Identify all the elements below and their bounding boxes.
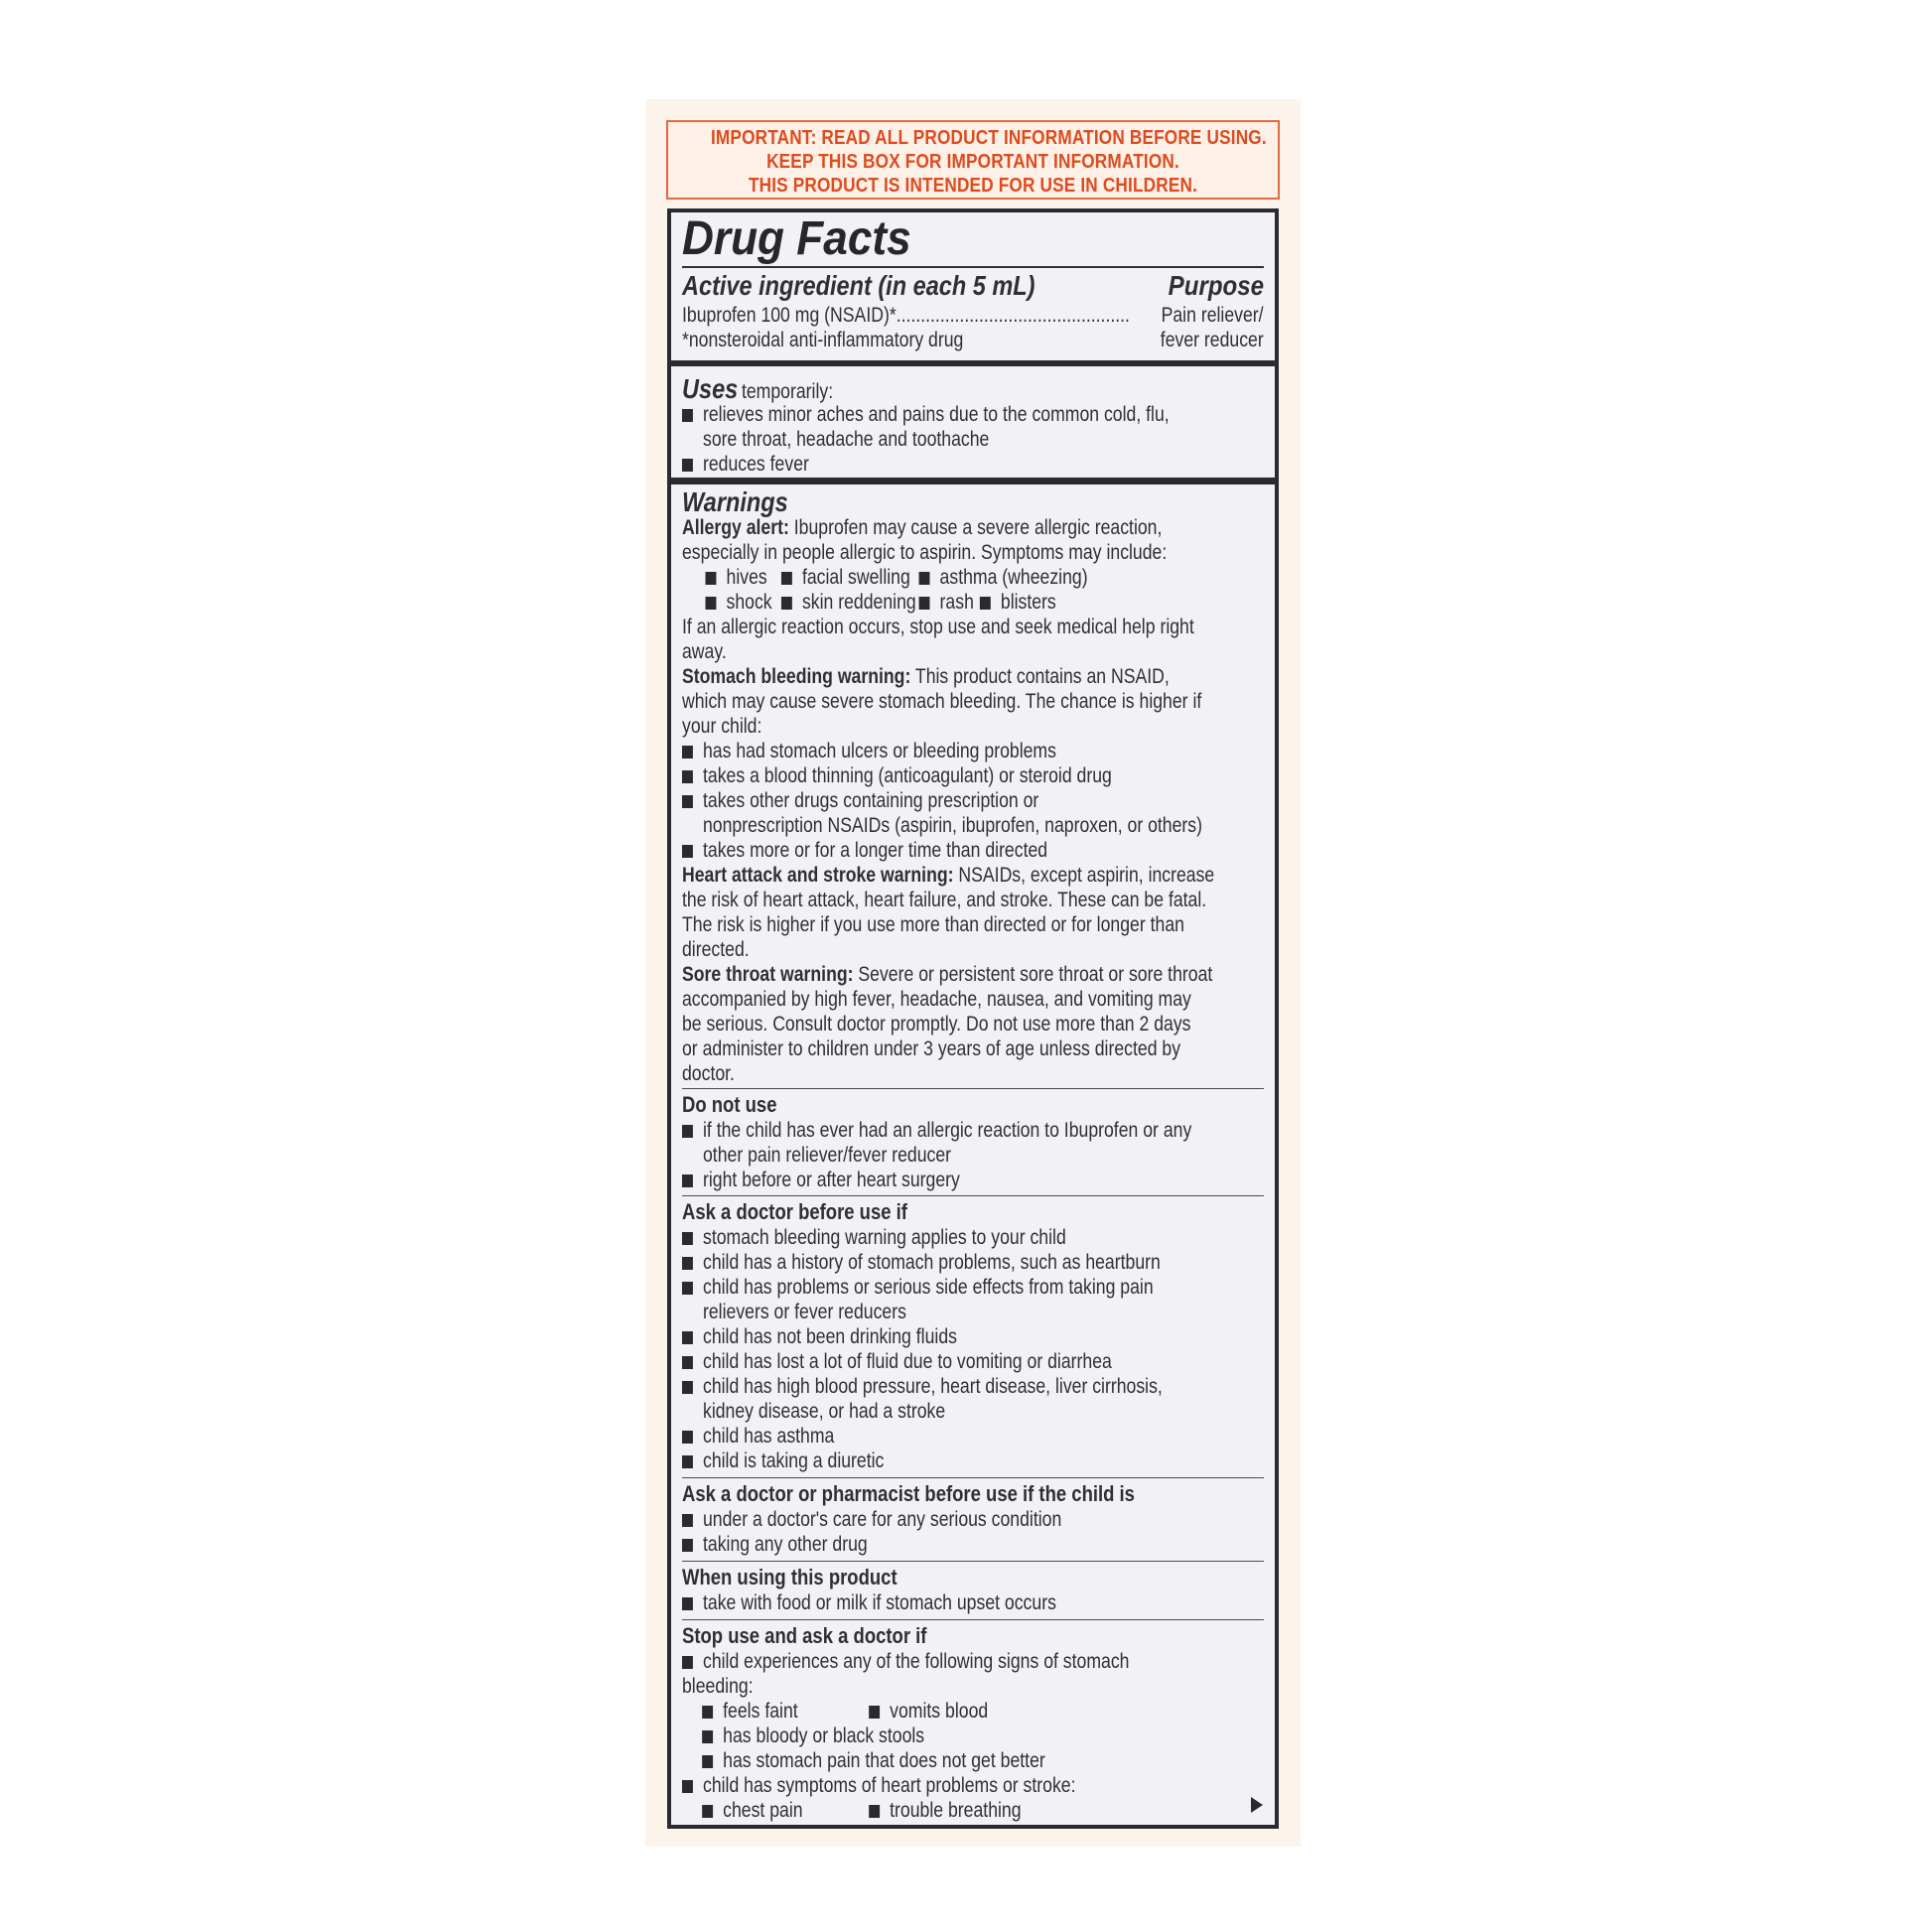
bullet-icon [682,1539,693,1552]
sore-throat-text-5: doctor. [682,1062,735,1085]
allergy-alert-text: Ibuprofen may cause a severe allergic reaction, [788,516,1163,539]
important-line-1: IMPORTANT: READ ALL PRODUCT INFORMATION BEFORE USING. [710,127,1267,149]
list-item: has had stomach ulcers or bleeding problems [682,739,1171,763]
sign: vomits blood [890,1700,989,1723]
stomach-warning-text: This product contains an NSAID, [910,665,1170,688]
warnings-box [667,481,1279,1829]
list-item: child has not been drinking fluids [682,1324,1171,1349]
sore-throat-text-2: accompanied by high fever, headache, nausea, and vomiting may [682,988,1191,1011]
bullet-icon [682,1232,693,1245]
uses-intro: temporarily: [741,380,834,403]
list-item: takes other drugs containing prescription or [682,788,1171,813]
list-item-continued: sore throat, headache and toothache [703,428,990,451]
list-item: reduces fever [682,452,1171,477]
symptom: rash [939,591,974,614]
list-item: stomach bleeding warning applies to your child [682,1225,1171,1250]
divider [682,1561,1264,1562]
bullet-icon [682,1656,693,1669]
do-not-use-heading: Do not use [682,1092,777,1117]
ingredient-name: Ibuprofen 100 mg (NSAID)* [682,304,897,327]
bullet-icon [682,1125,693,1138]
drug-facts-title: Drug Facts [682,212,911,265]
list-item-continued: other pain reliever/fever reducer [703,1144,952,1167]
list-item: child has a history of stomach problems, such as heartburn [682,1250,1171,1275]
list-item: child has asthma [682,1424,1171,1449]
list-item: right before or after heart surgery [682,1168,1171,1192]
list-item: has bloody or black stools [682,1724,1171,1748]
heart-warning-text-3: The risk is higher if you use more than directed or for longer than [682,913,1184,936]
ingredient-footnote: *nonsteroidal anti-inflammatory drug [682,329,964,351]
heart-warning-text-4: directed. [682,938,750,961]
purpose-line-2: fever reducer [1161,329,1264,351]
divider [682,1477,1264,1478]
list-item-continued: nonprescription NSAIDs (aspirin, ibuprofen, naproxen, or others) [703,814,1203,837]
purpose-line-1: Pain reliever/ [1162,304,1264,327]
leader-dots: ................................................ [896,304,1130,327]
uses-box [667,364,1279,482]
bullet-icon [682,409,693,422]
bullet-icon [682,1174,693,1187]
bullet-icon [682,1780,693,1793]
allergy-alert-text-2: especially in people allergic to aspirin. Symptoms may include: [682,541,1168,564]
symptom: shock [726,591,772,614]
list-item: relieves minor aches and pains due to the common cold, flu, [682,402,1171,427]
bullet-icon [682,1431,693,1444]
heart-warning-text-2: the risk of heart attack, heart failure, and stroke. These can be fatal. [682,889,1207,911]
bullet-icon [682,1356,693,1369]
bullet-icon [682,1257,693,1270]
symptom: asthma (wheezing) [939,566,1088,589]
list-item: take with food or milk if stomach upset occurs [682,1590,1171,1615]
ask-doctor-heading: Ask a doctor before use if [682,1199,907,1224]
list-item: takes a blood thinning (anticoagulant) or steroid drug [682,763,1171,788]
list-item: child has high blood pressure, heart disease, liver cirrhosis, [682,1374,1171,1399]
stomach-warning-label: Stomach bleeding warning: [682,665,911,688]
divider [682,1088,1264,1089]
warnings-heading: Warnings [682,486,788,517]
divider [682,1619,1264,1620]
bullet-icon [682,1455,693,1468]
continue-arrow-icon [1251,1797,1263,1813]
sign: chest pain [723,1799,803,1822]
list-item-continued: bleeding: [682,1675,754,1698]
list-item: child has problems or serious side effects from taking pain [682,1275,1171,1300]
important-notice [666,120,1280,200]
uses-heading: Uses [682,373,739,404]
sore-throat-label: Sore throat warning: [682,963,854,986]
list-item: takes more or for a longer time than directed [682,838,1171,863]
list-item: if the child has ever had an allergic reaction to Ibuprofen or any [682,1118,1171,1143]
important-line-3: THIS PRODUCT IS INTENDED FOR USE IN CHILDREN. [748,175,1198,197]
bullet-icon [682,459,693,472]
ask-pharmacist-heading: Ask a doctor or pharmacist before use if the child is [682,1481,1135,1506]
bullet-icon [682,1514,693,1527]
divider [682,1195,1264,1196]
list-item: under a doctor's care for any serious condition [682,1507,1171,1532]
bullet-icon [682,746,693,759]
symptom: facial swelling [801,566,910,589]
symptom-row-2 [682,590,1171,615]
heart-warning-label: Heart attack and stroke warning: [682,864,954,887]
symptom: blisters [1000,591,1056,614]
sore-throat-text-3: be serious. Consult doctor promptly. Do not use more than 2 days [682,1013,1191,1035]
important-line-2: KEEP THIS BOX FOR IMPORTANT INFORMATION. [766,151,1179,173]
bullet-icon [682,1381,693,1394]
list-item: has stomach pain that does not get better [682,1748,1171,1773]
sign-row [682,1699,1171,1724]
active-ingredient-heading: Active ingredient (in each 5 mL) [682,270,1035,301]
allergy-after-2: away. [682,640,727,663]
sore-throat-text-4: or administer to children under 3 years of age unless directed by [682,1037,1181,1060]
bullet-icon [682,1282,693,1295]
heart-warning-text: NSAIDs, except aspirin, increase [953,864,1215,887]
bullet-icon [682,1597,693,1610]
stomach-warning-text-2: which may cause severe stomach bleeding. The chance is higher if [682,690,1202,713]
symptom-row-1 [682,565,1171,590]
bullet-icon [682,770,693,783]
list-item: child has lost a lot of fluid due to vomiting or diarrhea [682,1349,1171,1374]
when-using-heading: When using this product [682,1565,897,1589]
drug-facts-header-box [667,208,1279,364]
stomach-warning-text-3: your child: [682,715,762,738]
bullet-icon [682,1331,693,1344]
allergy-after-1: If an allergic reaction occurs, stop use and seek medical help right [682,616,1194,638]
sign: feels faint [723,1700,798,1723]
list-item: taking any other drug [682,1532,1171,1557]
stop-use-heading: Stop use and ask a doctor if [682,1623,927,1648]
bullet-icon [702,1730,713,1743]
list-item: child is taking a diuretic [682,1449,1171,1473]
purpose-heading: Purpose [1168,270,1264,301]
sore-throat-text: Severe or persistent sore throat or sore throat [853,963,1213,986]
sign: trouble breathing [890,1799,1022,1822]
list-item: child has symptoms of heart problems or stroke: [682,1773,1171,1798]
symptom: skin reddening [801,591,916,614]
symptom: hives [726,566,767,589]
list-item-continued: relievers or fever reducers [703,1301,906,1323]
bullet-icon [682,795,693,808]
allergy-alert-label: Allergy alert: [682,516,789,539]
list-item-continued: kidney disease, or had a stroke [703,1400,946,1423]
bullet-icon [702,1755,713,1768]
list-item: child experiences any of the following signs of stomach [682,1649,1171,1674]
bullet-icon [682,845,693,858]
sign-row [682,1798,1171,1823]
